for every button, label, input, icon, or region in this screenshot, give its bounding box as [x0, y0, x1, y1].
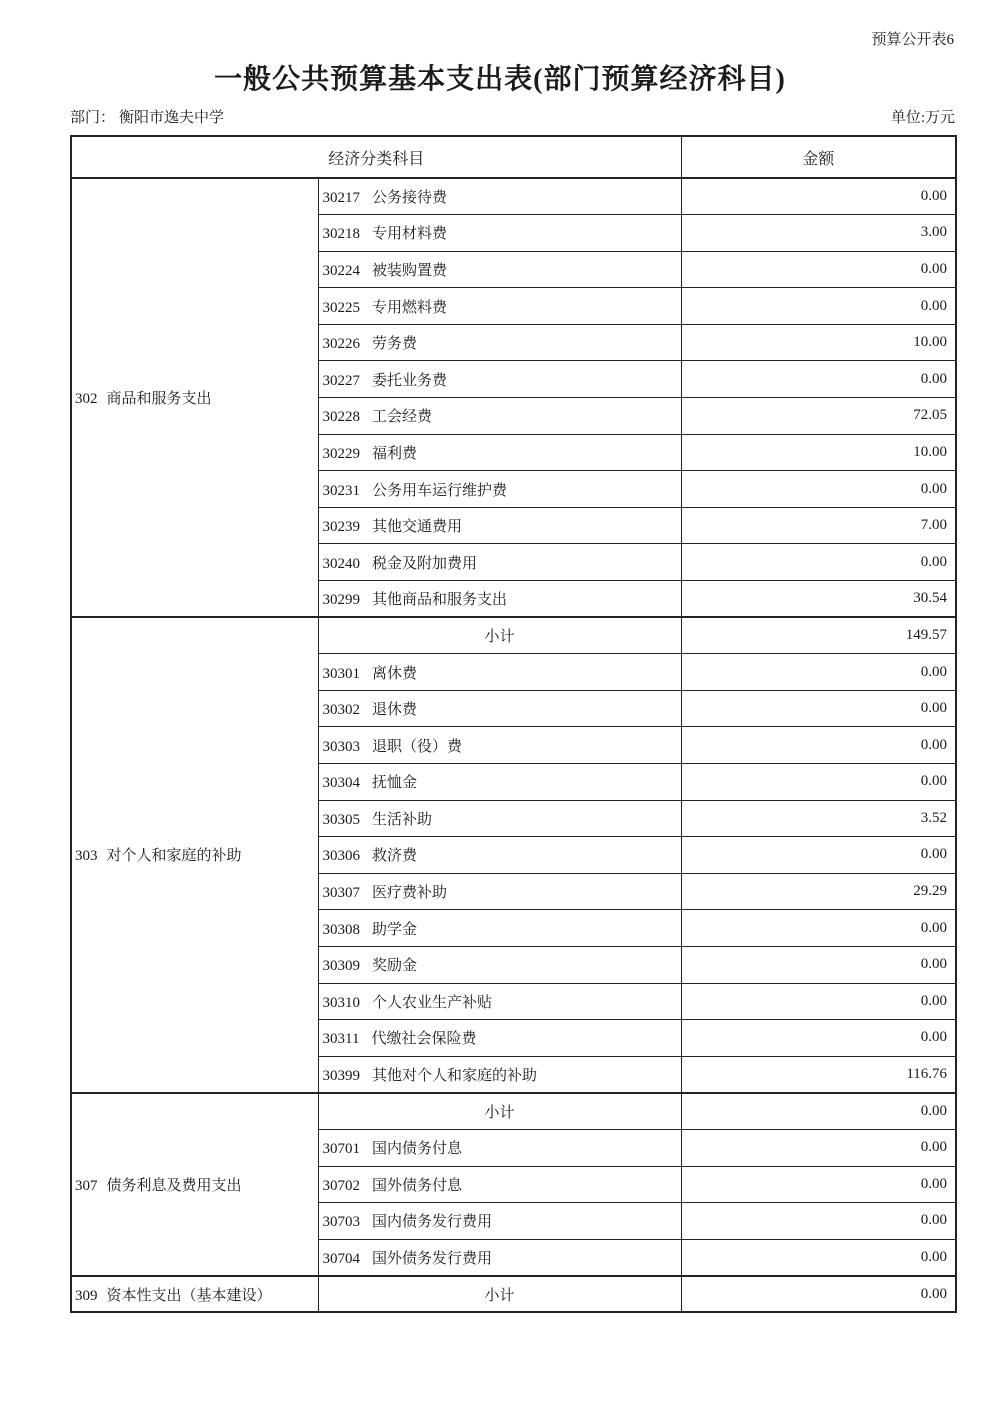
item-code: 30226	[322, 336, 360, 353]
item-label: 离休费	[372, 665, 418, 682]
group-label-cell	[71, 1276, 318, 1313]
amount-cell: 3.00	[681, 215, 956, 252]
group-title: 对个人和家庭的补助	[106, 848, 242, 865]
item-name-cell	[318, 946, 681, 983]
item-label: 税金及附加费用	[372, 555, 478, 572]
subtotal-label-cell: 小计	[318, 1093, 681, 1130]
item-name-cell	[318, 544, 681, 581]
item-name-cell	[318, 764, 681, 801]
item-name-cell	[318, 873, 681, 910]
column-header-amount: 金额	[681, 136, 956, 178]
amount-cell: 116.76	[681, 1056, 956, 1093]
item-label: 委托业务费	[372, 372, 448, 389]
item-label: 医疗费补助	[372, 885, 448, 902]
item-label: 助学金	[372, 921, 418, 938]
amount-cell: 0.00	[681, 654, 956, 691]
table-row	[71, 1276, 956, 1313]
item-label: 个人农业生产补贴	[372, 994, 493, 1011]
group-title: 资本性支出（基本建设）	[106, 1287, 272, 1304]
amount-cell: 0.00	[681, 1166, 956, 1203]
item-name-cell	[318, 434, 681, 471]
amount-cell: 0.00	[681, 910, 956, 947]
item-code: 30227	[322, 372, 360, 389]
table-row	[71, 1093, 956, 1130]
amount-cell: 0.00	[681, 727, 956, 764]
item-label: 被装购置费	[372, 262, 448, 279]
item-code: 30704	[322, 1250, 360, 1267]
amount-cell: 0.00	[681, 1129, 956, 1166]
item-label: 公务用车运行维护费	[372, 482, 508, 499]
item-code: 30231	[322, 482, 360, 499]
item-label: 工会经费	[372, 409, 433, 426]
item-code: 30302	[322, 702, 360, 719]
item-label: 国内债务付息	[372, 1141, 463, 1158]
amount-cell: 0.00	[681, 288, 956, 325]
amount-cell: 149.57	[681, 617, 956, 654]
item-label: 福利费	[372, 445, 418, 462]
item-code: 30218	[322, 226, 360, 243]
amount-cell: 0.00	[681, 1203, 956, 1240]
amount-cell: 0.00	[681, 1093, 956, 1130]
item-name-cell	[318, 837, 681, 874]
amount-cell: 7.00	[681, 507, 956, 544]
item-code: 30240	[322, 555, 360, 572]
amount-cell: 0.00	[681, 983, 956, 1020]
item-label: 公务接待费	[372, 190, 448, 207]
group-label-cell	[71, 617, 318, 1093]
amount-cell: 0.00	[681, 544, 956, 581]
group-title: 债务利息及费用支出	[106, 1177, 242, 1194]
table-header-row	[71, 136, 956, 178]
item-name-cell	[318, 507, 681, 544]
amount-cell: 0.00	[681, 837, 956, 874]
item-code: 30299	[322, 592, 360, 609]
item-name-cell	[318, 1203, 681, 1240]
amount-cell: 10.00	[681, 324, 956, 361]
amount-cell: 0.00	[681, 178, 956, 215]
item-label: 其他对个人和家庭的补助	[372, 1067, 538, 1084]
item-code: 30224	[322, 262, 360, 279]
item-label: 生活补助	[372, 811, 433, 828]
item-name-cell	[318, 398, 681, 435]
item-name-cell	[318, 1239, 681, 1276]
item-name-cell	[318, 690, 681, 727]
amount-cell: 0.00	[681, 361, 956, 398]
table-row	[71, 617, 956, 654]
item-name-cell	[318, 1020, 681, 1057]
item-label: 抚恤金	[372, 775, 418, 792]
amount-cell: 0.00	[681, 1239, 956, 1276]
item-code: 30701	[322, 1141, 360, 1158]
item-code: 30307	[322, 885, 360, 902]
amount-cell: 0.00	[681, 251, 956, 288]
item-name-cell	[318, 471, 681, 508]
item-label: 专用材料费	[372, 226, 448, 243]
item-code: 30308	[322, 921, 360, 938]
item-name-cell	[318, 1056, 681, 1093]
amount-cell: 10.00	[681, 434, 956, 471]
group-code: 307	[75, 1177, 98, 1194]
item-code: 30225	[322, 299, 360, 316]
item-label: 劳务费	[372, 336, 418, 353]
subtotal-label-cell: 小计	[318, 1276, 681, 1313]
item-label: 其他交通费用	[372, 519, 463, 536]
item-name-cell	[318, 1166, 681, 1203]
unit-label: 单位:万元	[890, 110, 955, 126]
group-title: 商品和服务支出	[106, 391, 212, 408]
group-code: 309	[75, 1287, 98, 1304]
table-row	[71, 178, 956, 215]
item-label: 退职（役）费	[372, 738, 463, 755]
item-label: 奖励金	[372, 958, 418, 975]
item-name-cell	[318, 1129, 681, 1166]
page-title: 一般公共预算基本支出表(部门预算经济科目)	[214, 64, 786, 95]
item-label: 退休费	[372, 702, 418, 719]
item-name-cell	[318, 727, 681, 764]
subtotal-label-cell: 小计	[318, 617, 681, 654]
group-label-cell	[71, 1093, 318, 1276]
amount-cell: 29.29	[681, 873, 956, 910]
item-code: 30304	[322, 775, 360, 792]
item-code: 30399	[322, 1067, 360, 1084]
item-code: 30305	[322, 811, 360, 828]
item-code: 30311	[322, 1031, 360, 1048]
item-label: 国外债务付息	[372, 1177, 463, 1194]
item-name-cell	[318, 324, 681, 361]
item-code: 30309	[322, 958, 360, 975]
item-name-cell	[318, 654, 681, 691]
amount-cell: 0.00	[681, 1020, 956, 1057]
item-label: 其他商品和服务支出	[372, 592, 508, 609]
item-name-cell	[318, 910, 681, 947]
department-label: 部门：	[70, 110, 116, 126]
item-name-cell	[318, 251, 681, 288]
item-name-cell	[318, 178, 681, 215]
item-code: 30306	[322, 848, 360, 865]
amount-cell: 72.05	[681, 398, 956, 435]
budget-table	[70, 135, 957, 1313]
meta-row	[70, 106, 955, 127]
item-label: 救济费	[372, 848, 418, 865]
table-body	[71, 178, 956, 1312]
item-code: 30703	[322, 1214, 360, 1231]
column-header-subject: 经济分类科目	[71, 136, 681, 178]
item-code: 30303	[322, 738, 360, 755]
item-name-cell	[318, 288, 681, 325]
group-code: 302	[75, 391, 98, 408]
item-code: 30228	[322, 409, 360, 426]
group-code: 303	[75, 848, 98, 865]
item-code: 30301	[322, 665, 360, 682]
item-label: 国内债务发行费用	[372, 1214, 493, 1231]
item-name-cell	[318, 215, 681, 252]
item-name-cell	[318, 581, 681, 618]
item-name-cell	[318, 800, 681, 837]
item-label: 国外债务发行费用	[372, 1250, 493, 1267]
department	[70, 106, 228, 127]
amount-cell: 3.52	[681, 800, 956, 837]
department-name: 衡阳市逸夫中学	[119, 110, 225, 126]
amount-cell: 0.00	[681, 1276, 956, 1313]
amount-cell: 0.00	[681, 946, 956, 983]
amount-cell: 0.00	[681, 690, 956, 727]
item-label: 专用燃料费	[372, 299, 448, 316]
item-code: 30702	[322, 1177, 360, 1194]
form-number: 预算公开表6	[871, 32, 954, 48]
item-code: 30217	[322, 190, 360, 207]
item-label: 代缴社会保险费	[371, 1031, 477, 1048]
item-code: 30229	[322, 445, 360, 462]
item-code: 30239	[322, 519, 360, 536]
item-name-cell	[318, 361, 681, 398]
amount-cell: 0.00	[681, 471, 956, 508]
group-label-cell	[71, 178, 318, 617]
amount-cell: 30.54	[681, 581, 956, 618]
item-name-cell	[318, 983, 681, 1020]
item-code: 30310	[322, 994, 360, 1011]
amount-cell: 0.00	[681, 764, 956, 801]
